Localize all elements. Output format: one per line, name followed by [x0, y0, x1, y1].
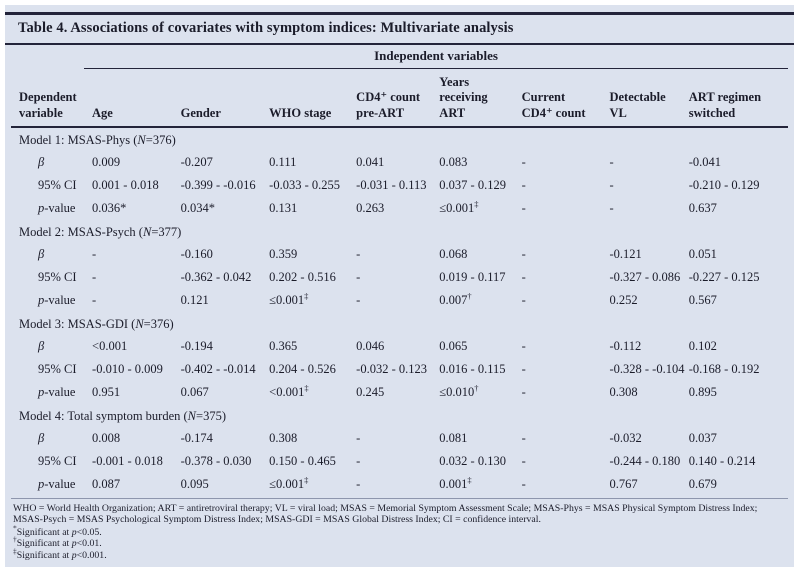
data-cell: -: [521, 269, 526, 284]
table-row: [11, 450, 788, 473]
row-label: β: [38, 246, 45, 261]
data-cell: ≤0.001‡: [439, 198, 479, 215]
table-row: [11, 335, 788, 358]
data-cell: 0.068: [439, 246, 468, 261]
data-cell: -0.001 - 0.018: [92, 453, 163, 468]
model-header: Model 3: MSAS-GDI (N=376): [19, 316, 174, 331]
col-header-cd4-count-pre-art: CD4⁺ count pre-ART: [348, 69, 431, 127]
col-header-detectable-vl: Detectable VL: [601, 69, 680, 127]
data-cell: -0.244 - 0.180: [609, 453, 681, 468]
table-title: Table 4. Associations of covariates with symptom indices: Multivariate analysis: [5, 12, 794, 45]
row-label: 95% CI: [38, 177, 77, 192]
data-cell: -0.328 - -0.104: [609, 361, 685, 376]
data-cell: -0.207: [180, 154, 213, 169]
model-header-row: [11, 220, 788, 243]
data-cell: -: [521, 177, 526, 192]
data-cell: -: [521, 154, 526, 169]
data-cell: -0.010 - 0.009: [92, 361, 163, 376]
col-header-art-regimen-switched: ART regimen switched: [681, 69, 788, 127]
data-cell: 0.008: [92, 430, 121, 445]
data-cell: 0.087: [92, 476, 121, 491]
row-label: p-value: [38, 200, 76, 215]
data-cell: 0.036*: [92, 200, 127, 215]
data-cell: 0.767: [609, 476, 638, 491]
data-cell: -0.032 - 0.123: [356, 361, 427, 376]
data-cell: 0.308: [609, 384, 638, 399]
data-cell: -: [609, 154, 614, 169]
data-cell: 0.131: [269, 200, 298, 215]
data-cell: -0.327 - 0.086: [609, 269, 681, 284]
col-header-gender: Gender: [173, 69, 262, 127]
row-label: 95% CI: [38, 453, 77, 468]
row-label: 95% CI: [38, 269, 77, 284]
data-cell: 0.007†: [439, 290, 472, 307]
data-cell: 0.001 - 0.018: [92, 177, 159, 192]
significance-notes: [13, 523, 782, 562]
data-cell: 0.065: [439, 338, 468, 353]
model-header-row: [11, 404, 788, 427]
data-cell: 0.034*: [180, 200, 215, 215]
data-cell: 0.051: [688, 246, 717, 261]
data-cell: 0.359: [269, 246, 298, 261]
col-header-years-receiving-art: Years receiving ART: [431, 69, 513, 127]
independent-variables-header: Independent variables: [84, 45, 788, 69]
data-cell: -: [521, 453, 526, 468]
data-cell: -: [356, 292, 361, 307]
table-row: [11, 243, 788, 266]
data-cell: 0.202 - 0.516: [269, 269, 336, 284]
data-cell: -0.210 - 0.129: [688, 177, 760, 192]
data-cell: ≤0.010†: [439, 382, 479, 399]
results-table: [11, 45, 788, 496]
data-cell: 0.895: [688, 384, 717, 399]
table-row: [11, 381, 788, 404]
data-cell: 0.637: [688, 200, 717, 215]
data-cell: <0.001: [92, 338, 128, 353]
data-cell: 0.032 - 0.130: [439, 453, 506, 468]
data-cell: -0.174: [180, 430, 213, 445]
data-cell: -: [521, 200, 526, 215]
data-cell: -: [521, 338, 526, 353]
model-header: Model 2: MSAS-Psych (N=377): [19, 224, 182, 239]
model-header: Model 4: Total symptom burden (N=375): [19, 408, 226, 423]
data-cell: -: [521, 246, 526, 261]
significance-note: *Significant at p<0.05.: [13, 523, 102, 538]
col-header-who-stage: WHO stage: [261, 69, 348, 127]
data-cell: -0.112: [609, 338, 642, 353]
col-header-dependent-variable: Dependent variable: [11, 69, 84, 127]
data-cell: -0.121: [609, 246, 642, 261]
data-cell: -: [521, 430, 526, 445]
data-cell: -: [356, 476, 361, 491]
data-cell: -0.378 - 0.030: [180, 453, 252, 468]
col-header-age: Age: [84, 69, 173, 127]
data-cell: -0.227 - 0.125: [688, 269, 760, 284]
data-cell: 0.567: [688, 292, 717, 307]
data-cell: -: [92, 269, 97, 284]
abbreviations-note: WHO = World Health Organization; ART = antiretroviral therapy; VL = viral load; MSAS = Memorial Symptom Assessment Scale; MSAS-Phys = MSAS Physical Symptom Distress Index; MSAS-Psych = MSAS Psychological Symptom Distress Index; MSAS-GDI = MSAS Global Distress Index; CI = confidence interval.: [13, 502, 758, 526]
table-row: [11, 151, 788, 174]
data-cell: -: [356, 246, 361, 261]
table-body: [11, 127, 788, 496]
data-cell: -: [521, 384, 526, 399]
data-cell: -: [521, 361, 526, 376]
data-cell: ≤0.001‡: [269, 290, 309, 307]
data-cell: -0.031 - 0.113: [356, 177, 427, 192]
data-cell: 0.951: [92, 384, 121, 399]
data-cell: ≤0.001‡: [269, 474, 309, 491]
row-label: p-value: [38, 292, 76, 307]
footnotes: [11, 498, 788, 564]
data-cell: 0.081: [439, 430, 468, 445]
data-cell: -: [356, 269, 361, 284]
data-cell: 0.365: [269, 338, 298, 353]
row-label: β: [38, 154, 45, 169]
data-cell: 0.150 - 0.465: [269, 453, 336, 468]
data-cell: -: [92, 246, 97, 261]
data-cell: -0.168 - 0.192: [688, 361, 760, 376]
data-cell: 0.009: [92, 154, 121, 169]
column-header-row: [11, 69, 788, 127]
data-cell: -: [92, 292, 97, 307]
significance-note: †Significant at p<0.01.: [13, 535, 102, 550]
data-cell: 0.037: [688, 430, 717, 445]
row-label: 95% CI: [38, 361, 77, 376]
data-cell: -0.033 - 0.255: [269, 177, 340, 192]
data-cell: 0.001‡: [439, 474, 472, 491]
table-row: [11, 197, 788, 220]
table-row: [11, 266, 788, 289]
table-row: [11, 473, 788, 496]
data-cell: 0.204 - 0.526: [269, 361, 336, 376]
table-row: [11, 358, 788, 381]
data-cell: 0.016 - 0.115: [439, 361, 506, 376]
spacer-cell: [11, 45, 84, 69]
model-header: Model 1: MSAS-Phys (N=376): [19, 132, 176, 147]
row-label: p-value: [38, 476, 76, 491]
data-cell: -0.160: [180, 246, 213, 261]
data-cell: 0.046: [356, 338, 385, 353]
data-cell: 0.102: [688, 338, 717, 353]
data-cell: 0.679: [688, 476, 717, 491]
data-cell: 0.245: [356, 384, 385, 399]
data-cell: 0.095: [180, 476, 209, 491]
data-cell: -0.041: [688, 154, 721, 169]
data-cell: 0.252: [609, 292, 638, 307]
data-cell: -: [356, 453, 361, 468]
significance-note: ‡Significant at p<0.001.: [13, 546, 107, 561]
data-cell: -0.032: [609, 430, 642, 445]
table-card: [5, 5, 794, 567]
data-cell: -0.399 - -0.016: [180, 177, 256, 192]
col-header-current-cd4-count: Current CD4⁺ count: [514, 69, 602, 127]
data-cell: -: [609, 177, 614, 192]
row-label: β: [38, 430, 45, 445]
data-cell: 0.037 - 0.129: [439, 177, 506, 192]
data-cell: -: [356, 430, 361, 445]
data-cell: -0.194: [180, 338, 213, 353]
table-row: [11, 289, 788, 312]
row-label: p-value: [38, 384, 76, 399]
table-row: [11, 174, 788, 197]
row-label: β: [38, 338, 45, 353]
model-header-row: [11, 312, 788, 335]
data-cell: 0.263: [356, 200, 385, 215]
data-cell: -: [609, 200, 614, 215]
data-cell: 0.140 - 0.214: [688, 453, 756, 468]
data-cell: 0.067: [180, 384, 209, 399]
data-cell: 0.083: [439, 154, 468, 169]
data-cell: 0.121: [180, 292, 209, 307]
data-cell: 0.041: [356, 154, 385, 169]
data-cell: -0.362 - 0.042: [180, 269, 252, 284]
data-cell: 0.308: [269, 430, 298, 445]
data-cell: <0.001‡: [269, 382, 309, 399]
model-header-row: [11, 127, 788, 151]
data-cell: -0.402 - -0.014: [180, 361, 256, 376]
table-row: [11, 427, 788, 450]
data-cell: 0.111: [269, 154, 297, 169]
data-cell: -: [521, 476, 526, 491]
data-cell: 0.019 - 0.117: [439, 269, 506, 284]
data-cell: -: [521, 292, 526, 307]
independent-variables-row: [11, 45, 788, 69]
